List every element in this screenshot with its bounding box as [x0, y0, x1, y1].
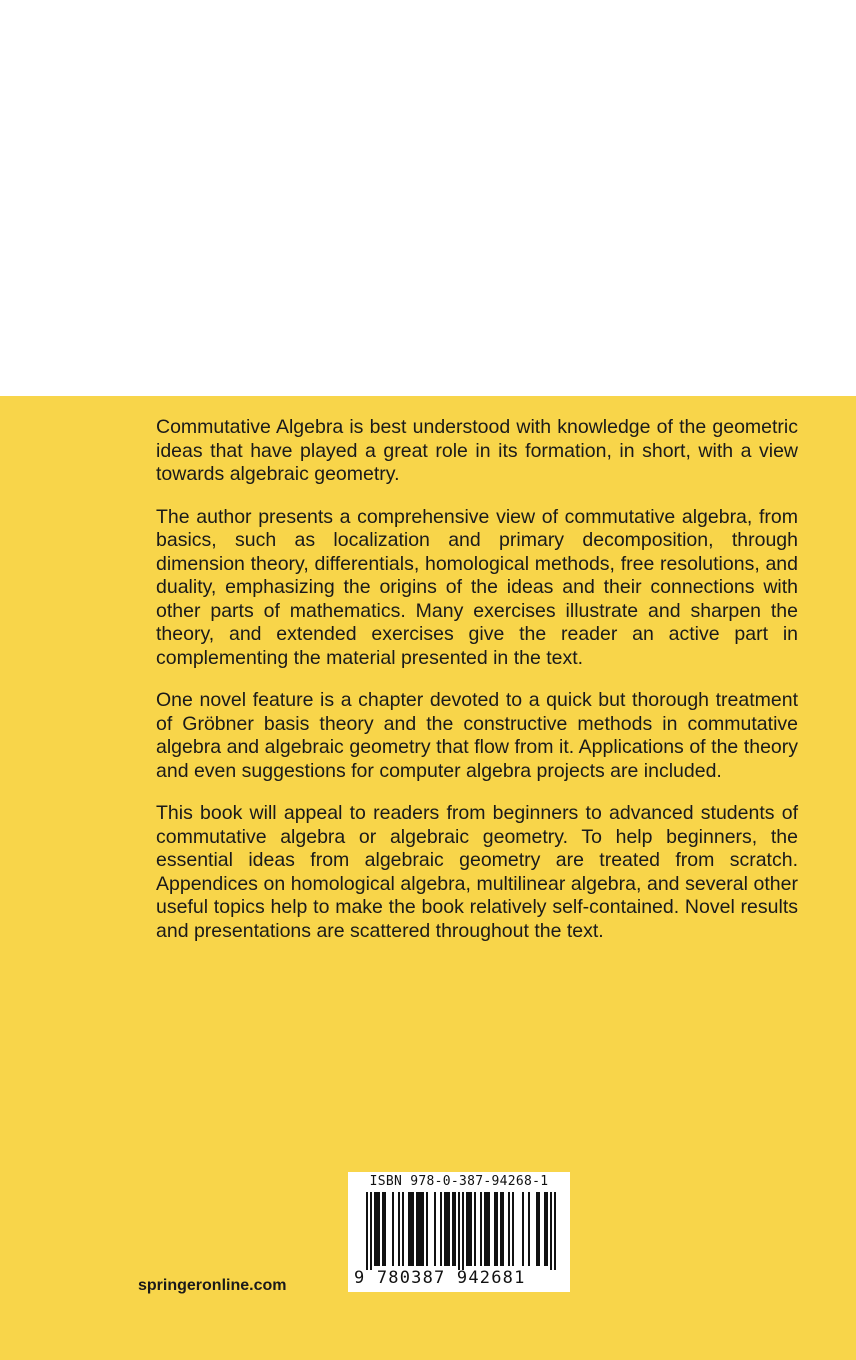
- barcode-bar: [384, 1192, 386, 1266]
- barcode-bar: [502, 1192, 504, 1266]
- barcode-bar: [494, 1192, 496, 1266]
- description-paragraph-2: The author presents a comprehensive view of commutative algebra, from basics, such as localization and primary decomposition, through dimension theory, differentials, homological methods, free resolutions, and duality, emphasizing the origins of the ideas and their connections with other parts of mathematics. Many exercises illustrate and sharpen the theory, and extended exercises give the reader an active part in complementing the material presented in the text.: [156, 505, 798, 669]
- barcode-bar: [382, 1192, 384, 1266]
- book-description: [156, 416, 798, 962]
- barcode-bar: [544, 1192, 546, 1266]
- barcode-bar: [444, 1192, 446, 1266]
- barcode-bar: [408, 1192, 410, 1266]
- barcode-bar: [488, 1192, 490, 1266]
- barcode-bar: [378, 1192, 380, 1266]
- barcode-bar: [376, 1192, 378, 1266]
- barcode-bar: [508, 1192, 510, 1266]
- barcode-bar: [440, 1192, 442, 1266]
- barcode-bar: [484, 1192, 486, 1266]
- barcode-bar: [416, 1192, 418, 1266]
- barcode-bar: [458, 1192, 460, 1270]
- barcode-bar: [410, 1192, 412, 1266]
- barcode-bar: [370, 1192, 372, 1270]
- barcode-bar: [496, 1192, 498, 1266]
- barcode-bar: [454, 1192, 456, 1266]
- barcode-bar: [426, 1192, 428, 1266]
- barcode-bar: [366, 1192, 368, 1270]
- barcode-bar: [536, 1192, 538, 1266]
- description-paragraph-1: Commutative Algebra is best understood with knowledge of the geometric ideas that have played a great role in its formation, in short, with a view towards algebraic geometry.: [156, 416, 798, 485]
- barcode-bar: [462, 1192, 464, 1270]
- barcode-bar: [474, 1192, 476, 1266]
- barcode-bar: [412, 1192, 414, 1266]
- barcode-bar: [500, 1192, 502, 1266]
- barcode-bar: [538, 1192, 540, 1266]
- barcode-bar: [470, 1192, 472, 1266]
- barcode-bar: [512, 1192, 514, 1266]
- barcode-bar: [522, 1192, 524, 1266]
- barcode-bar: [420, 1192, 422, 1266]
- barcode-bar: [466, 1192, 468, 1266]
- barcode-bar: [418, 1192, 420, 1266]
- barcode-bar: [448, 1192, 450, 1266]
- barcode-bar: [446, 1192, 448, 1266]
- barcode-bar: [550, 1192, 552, 1270]
- barcode-bar: [398, 1192, 400, 1266]
- barcode-bar: [546, 1192, 548, 1266]
- publisher-website: springeronline.com: [138, 1277, 287, 1294]
- barcode-bar: [480, 1192, 482, 1266]
- barcode-bar: [422, 1192, 424, 1266]
- barcode-bar: [374, 1192, 376, 1266]
- barcode-bar: [554, 1192, 556, 1270]
- barcode-digits: 9 780387 942681: [354, 1268, 526, 1288]
- barcode-bar: [528, 1192, 530, 1266]
- barcode-bar: [452, 1192, 454, 1266]
- description-paragraph-4: This book will appeal to readers from beginners to advanced students of commutative algebra or algebraic geometry. To help beginners, the essential ideas from algebraic geometry are treated from scratch. Appendices on homological algebra, multilinear algebra, and several other useful topics help to make the book relatively self-contained. Novel results and presentations are scattered throughout the text.: [156, 802, 798, 942]
- barcode-bar: [434, 1192, 436, 1266]
- description-paragraph-3: One novel feature is a chapter devoted to a quick but thorough treatment of Gröbner basis theory and the constructive methods in commutative algebra and algebraic geometry that flow from it. Applications of the theory and even suggestions for computer algebra projects are included.: [156, 689, 798, 782]
- barcode-bars: [348, 1190, 570, 1270]
- barcode-bar: [392, 1192, 394, 1266]
- barcode-bar: [468, 1192, 470, 1266]
- barcode-bar: [486, 1192, 488, 1266]
- isbn-barcode: [348, 1172, 570, 1292]
- cover-top-blank: [0, 0, 856, 396]
- isbn-label: ISBN 978-0-387-94268-1: [369, 1174, 549, 1189]
- barcode-bar: [402, 1192, 404, 1266]
